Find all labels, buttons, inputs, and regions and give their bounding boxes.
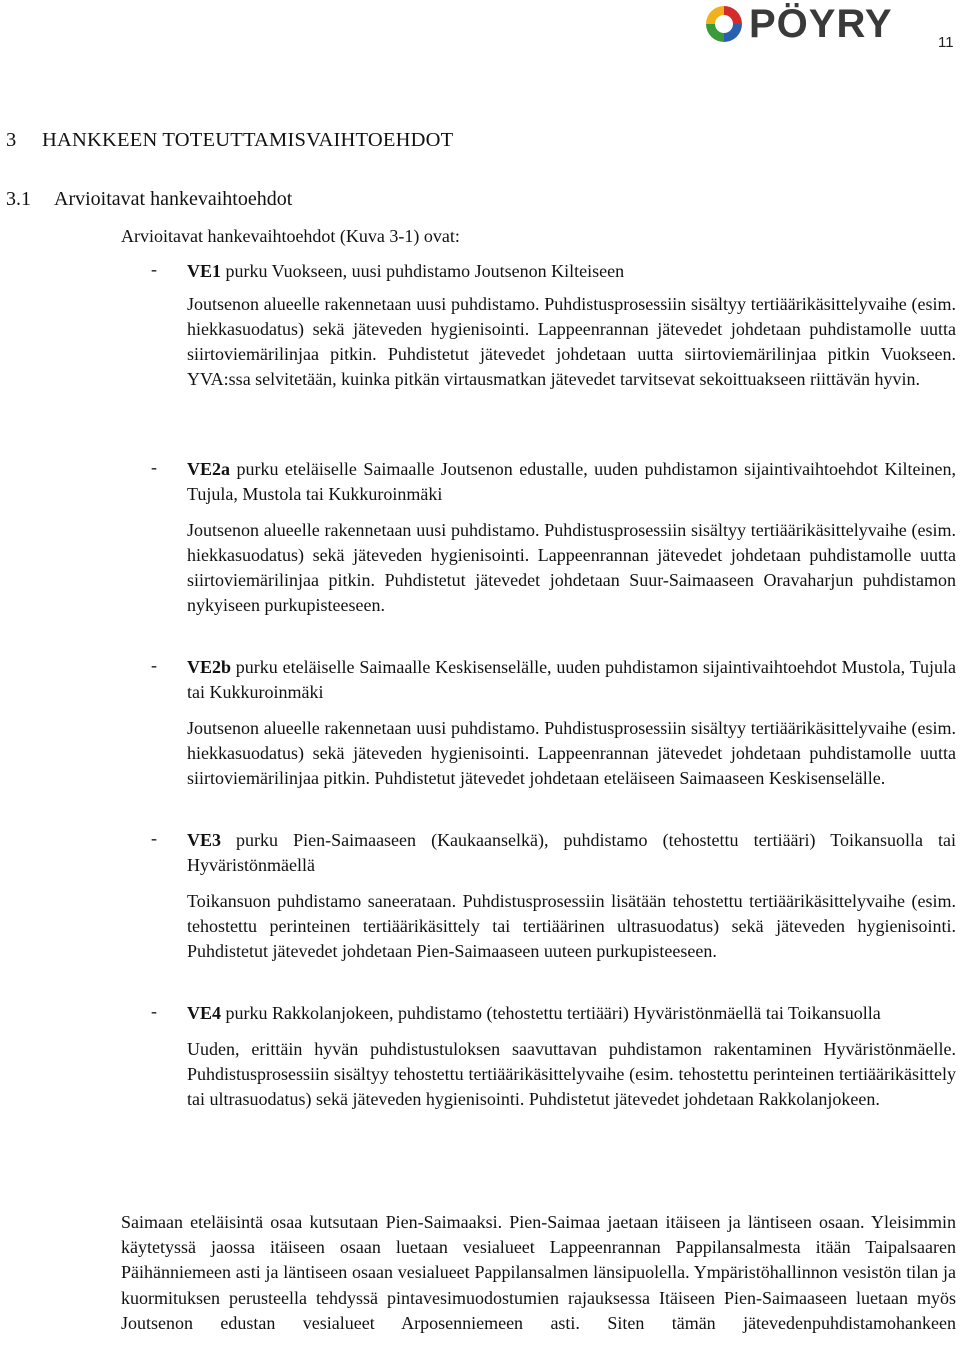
list-bullet: - xyxy=(151,259,157,279)
list-bullet: - xyxy=(151,828,157,848)
logo-wordmark: PÖYRY xyxy=(749,2,893,46)
item-code: VE2b xyxy=(187,657,232,677)
company-logo xyxy=(699,2,941,46)
list-bullet: - xyxy=(151,457,157,477)
item-code: VE3 xyxy=(187,830,222,850)
item-description: Joutsenon alueelle rakennetaan uusi puhdistamo. Puhdistusprosessiin sisältyy tertiäärikäsittelyvaihe (esim. hiekkasuodatus) sekä jäteveden hygienisointi. Lappeenrannan jätevedet johdetaan puhdistamolle uutta siirtoviemärilinjaa pitkin. Puhdistetut jätevedet johdetaan uutta siirtoviemärilinjaa pitkin Vuokseen. YVA:ssa selvitetään, kuinka pitkän virtausmatkan jätevedet tarvitsevat sekoittuakseen riittävän hyvin. xyxy=(187,294,956,389)
item-description: Toikansuon puhdistamo saneerataan. Puhdistusprosessiin lisätään tehostettu tertiäärikäsittelyvaihe (esim. tehostettu perinteinen tertiäärikäsittely tai tertiäärinen ultrasuodatus) sekä jäteveden hygienisointi. Puhdistetut jätevedet johdetaan Pien-Saimaaseen uuteen purkupisteeseen. xyxy=(187,891,956,961)
subsection-heading xyxy=(6,188,292,211)
item-code: VE1 xyxy=(187,261,222,281)
item-lead-text: purku Rakkolanjokeen, puhdistamo (tehostettu tertiääri) Hyväristönmäellä tai Toikansuolla xyxy=(221,1003,881,1023)
subsection-number: 3.1 xyxy=(6,188,31,210)
section-heading xyxy=(6,129,453,152)
item-lead-text: purku Pien-Saimaaseen (Kaukaanselkä), puhdistamo (tehostettu tertiääri) Toikansuolla tai Hyväristönmäellä xyxy=(187,830,956,875)
item-lead-text: purku eteläiselle Saimaalle Joutsenon edustalle, uuden puhdistamon sijaintivaihtoehdot Kilteinen, Tujula, Mustola tai Kukkuroinmäki xyxy=(187,459,956,504)
item-description: Joutsenon alueelle rakennetaan uusi puhdistamo. Puhdistusprosessiin sisältyy tertiäärikäsittelyvaihe (esim. hiekkasuodatus) sekä jäteveden hygienisointi. Lappeenrannan jätevedet johdetaan puhdistamolle uutta siirtoviemärilinjaa pitkin. Puhdistetut jätevedet johdetaan Suur-Saimaaseen Oravaharjun puhdistamon nykyiseen purkupisteeseen. xyxy=(187,520,956,615)
item-lead xyxy=(187,457,956,507)
poyry-swirl-icon xyxy=(699,2,749,46)
item-lead xyxy=(187,828,956,878)
page-number: 11 xyxy=(938,34,954,51)
body-paragraph: Saimaan eteläisintä osaa kutsutaan Pien-Saimaaksi. Pien-Saimaa jaetaan itäiseen ja läntiseen osaan. Yleisimmin käytetyssä jaossa itäiseen osaan luetaan vesialueet Lappeenrannan Pappilansalmesta itään Taipalsaaren Päihänniemeen asti ja läntiseen osaan vesialueet Pappilansalmen länsipuolella. Ympäristöhallinnon vesistön tilan ja kuormituksen perusteella tehdyssä pintavesimuodostumien rajauksessa Itäiseen Pien-Saimaaseen luetaan myös Joutsenon edustan vesialueet Arposenniemeen asti. Siten tämän jätevedenpuhdistamohankeen xyxy=(121,1212,956,1333)
item-lead xyxy=(187,1001,956,1026)
item-code: VE2a xyxy=(187,459,231,479)
item-description: Joutsenon alueelle rakennetaan uusi puhdistamo. Puhdistusprosessiin sisältyy tertiäärikäsittelyvaihe (esim. hiekkasuodatus) sekä jäteveden hygienisointi. Lappeenrannan jätevedet johdetaan puhdistamolle uutta siirtoviemärilinjaa pitkin. Puhdistetut jätevedet johdetaan eteläiseen Saimaaseen Keskisenselälle. xyxy=(187,718,956,788)
list-bullet: - xyxy=(151,655,157,675)
item-lead-text: purku Vuokseen, uusi puhdistamo Joutsenon Kilteiseen xyxy=(221,261,625,281)
item-lead xyxy=(187,259,956,284)
intro-paragraph: Arvioitavat hankevaihtoehdot (Kuva 3-1) ovat: xyxy=(121,226,460,246)
item-code: VE4 xyxy=(187,1003,222,1023)
list-bullet: - xyxy=(151,1001,157,1021)
item-lead xyxy=(187,655,956,705)
section-title: HANKKEEN TOTEUTTAMISVAIHTOEHDOT xyxy=(42,129,454,151)
item-description: Uuden, erittäin hyvän puhdistustuloksen saavuttavan puhdistamon rakentaminen Hyväristönmäelle. Puhdistusprosessiin sisältyy tehostettu tertiäärikäsittelyvaihe (esim. tehostettu perinteinen tertiäärikäsittely tai ultrasuodatus) sekä jäteveden hygienisointi. Puhdistetut jätevedet johdetaan Rakkolanjokeen. xyxy=(187,1039,956,1109)
subsection-title: Arvioitavat hankevaihtoehdot xyxy=(54,188,293,210)
section-number: 3 xyxy=(6,129,17,151)
item-lead-text: purku eteläiselle Saimaalle Keskisenselälle, uuden puhdistamon sijaintivaihtoehdot Mustola, Tujula tai Kukkuroinmäki xyxy=(187,657,956,702)
